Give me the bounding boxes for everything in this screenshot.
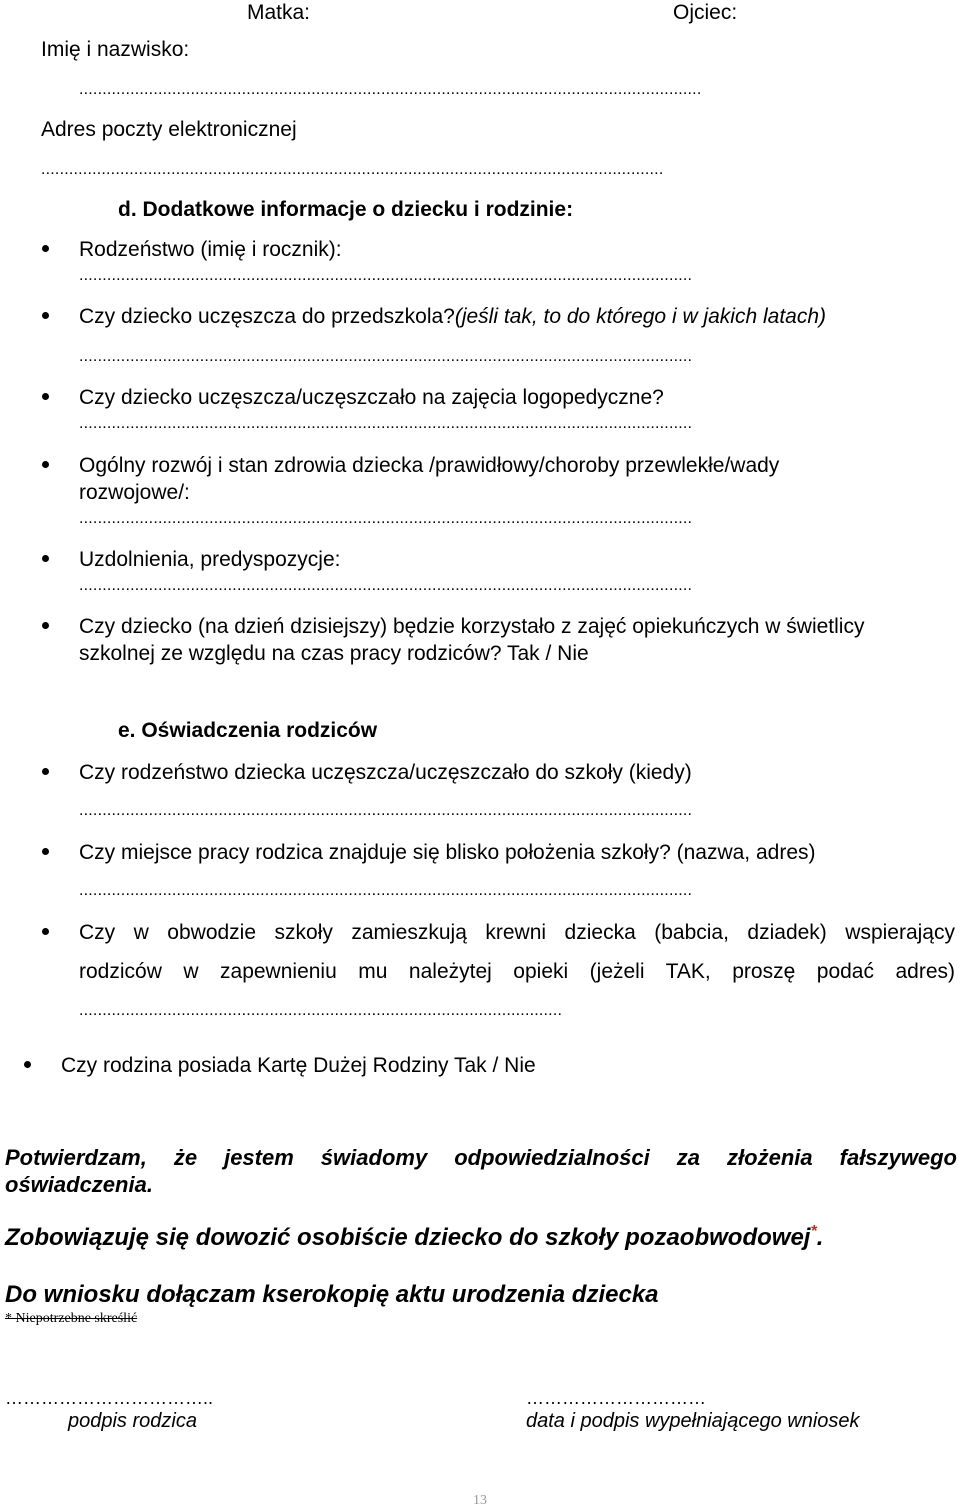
preschool-label	[79, 304, 826, 329]
large-family-card-label: Czy rodzina posiada Kartę Dużej Rodziny Tak / Nie	[61, 1054, 536, 1077]
workplace-dotted-line[interactable]: ....................................................................................................................................	[79, 882, 693, 899]
health-label-line2: rozwojowe/:	[79, 481, 190, 504]
siblings-dotted-line[interactable]: ....................................................................................................................................	[79, 267, 693, 284]
commitment-statement	[5, 1222, 823, 1253]
bullet-icon	[42, 393, 49, 400]
relatives-label-line1: Czy w obwodzie szkoły zamieszkują krewni dziecka (babcia, dziadek) wspierający	[79, 921, 955, 944]
commitment-text: Zobowiązuję się dowozić osobiście dziecko do szkoły pozaobwodowej	[5, 1224, 811, 1251]
afterschool-label-line1: Czy dziecko (na dzień dzisiejszy) będzie korzystało z zajęć opiekuńczych w świetlicy	[79, 615, 865, 638]
workplace-label: Czy miejsce pracy rodzica znajduje się blisko położenia szkoły? (nazwa, adres)	[79, 841, 816, 864]
bullet-icon	[42, 622, 49, 629]
afterschool-label-line2: szkolnej ze względu na czas pracy rodziców? Tak / Nie	[79, 642, 589, 665]
bullet-icon	[24, 1061, 31, 1068]
confirmation-statement-line2: oświadczenia.	[5, 1172, 153, 1197]
relatives-dotted-line[interactable]: ........................................................................................................	[79, 1002, 563, 1019]
father-column-header: Ojciec:	[673, 1, 738, 24]
preschool-hint: (jeśli tak, to do którego i w jakich latach)	[454, 305, 827, 328]
relatives-label-line2: rodziców w zapewnieniu mu należytej opieki (jeżeli TAK, proszę podać adres)	[79, 960, 955, 983]
bullet-icon	[42, 768, 49, 775]
bullet-icon	[42, 312, 49, 319]
parent-signature-line[interactable]: ……………………………..	[5, 1388, 214, 1408]
section-d-title: d. Dodatkowe informacje o dziecku i rodzinie:	[118, 198, 574, 221]
email-dotted-line[interactable]: ......................................................................................................................................	[41, 161, 664, 178]
name-label: Imię i nazwisko:	[41, 38, 190, 61]
mother-column-header: Matka:	[247, 1, 311, 24]
speech-therapy-label: Czy dziecko uczęszcza/uczęszczało na zajęcia logopedyczne?	[79, 386, 664, 409]
siblings-school-dotted-line[interactable]: ....................................................................................................................................	[79, 802, 693, 819]
bullet-icon	[42, 928, 49, 935]
bullet-icon	[42, 555, 49, 562]
health-label-line1: Ogólny rozwój i stan zdrowia dziecka /prawidłowy/choroby przewlekłe/wady	[79, 454, 780, 477]
speech-therapy-dotted-line[interactable]: ....................................................................................................................................	[79, 415, 693, 432]
parent-signature-label: podpis rodzica	[68, 1410, 197, 1432]
name-dotted-line[interactable]: ......................................................................................................................................	[79, 81, 702, 98]
footnote: * Niepotrzebne skreślić	[5, 1311, 138, 1326]
talents-dotted-line[interactable]: ....................................................................................................................................	[79, 577, 693, 594]
page-number: 13	[473, 1493, 487, 1508]
commitment-period: .	[816, 1224, 824, 1251]
section-e-title: e. Oświadczenia rodziców	[118, 719, 378, 742]
bullet-icon	[42, 848, 49, 855]
health-dotted-line[interactable]: ....................................................................................................................................	[79, 510, 693, 527]
preschool-question: Czy dziecko uczęszcza do przedszkola?	[79, 305, 455, 328]
attachment-statement: Do wniosku dołączam kserokopię aktu urodzenia dziecka	[5, 1281, 659, 1308]
confirmation-statement-line1: Potwierdzam, że jestem świadomy odpowiedzialności za złożenia fałszywego	[5, 1145, 957, 1170]
preschool-dotted-line[interactable]: ....................................................................................................................................	[79, 348, 693, 365]
siblings-label: Rodzeństwo (imię i rocznik):	[79, 238, 342, 261]
filler-signature-label: data i podpis wypełniającego wniosek	[526, 1410, 860, 1432]
email-label: Adres poczty elektronicznej	[41, 118, 297, 141]
bullet-icon	[42, 245, 49, 252]
siblings-school-label: Czy rodzeństwo dziecka uczęszcza/uczęszczało do szkoły (kiedy)	[79, 761, 692, 784]
bullet-icon	[42, 461, 49, 468]
talents-label: Uzdolnienia, predyspozycje:	[79, 548, 341, 571]
filler-signature-line[interactable]: …………………………	[526, 1388, 706, 1408]
asterisk-mark: *	[810, 1223, 817, 1240]
